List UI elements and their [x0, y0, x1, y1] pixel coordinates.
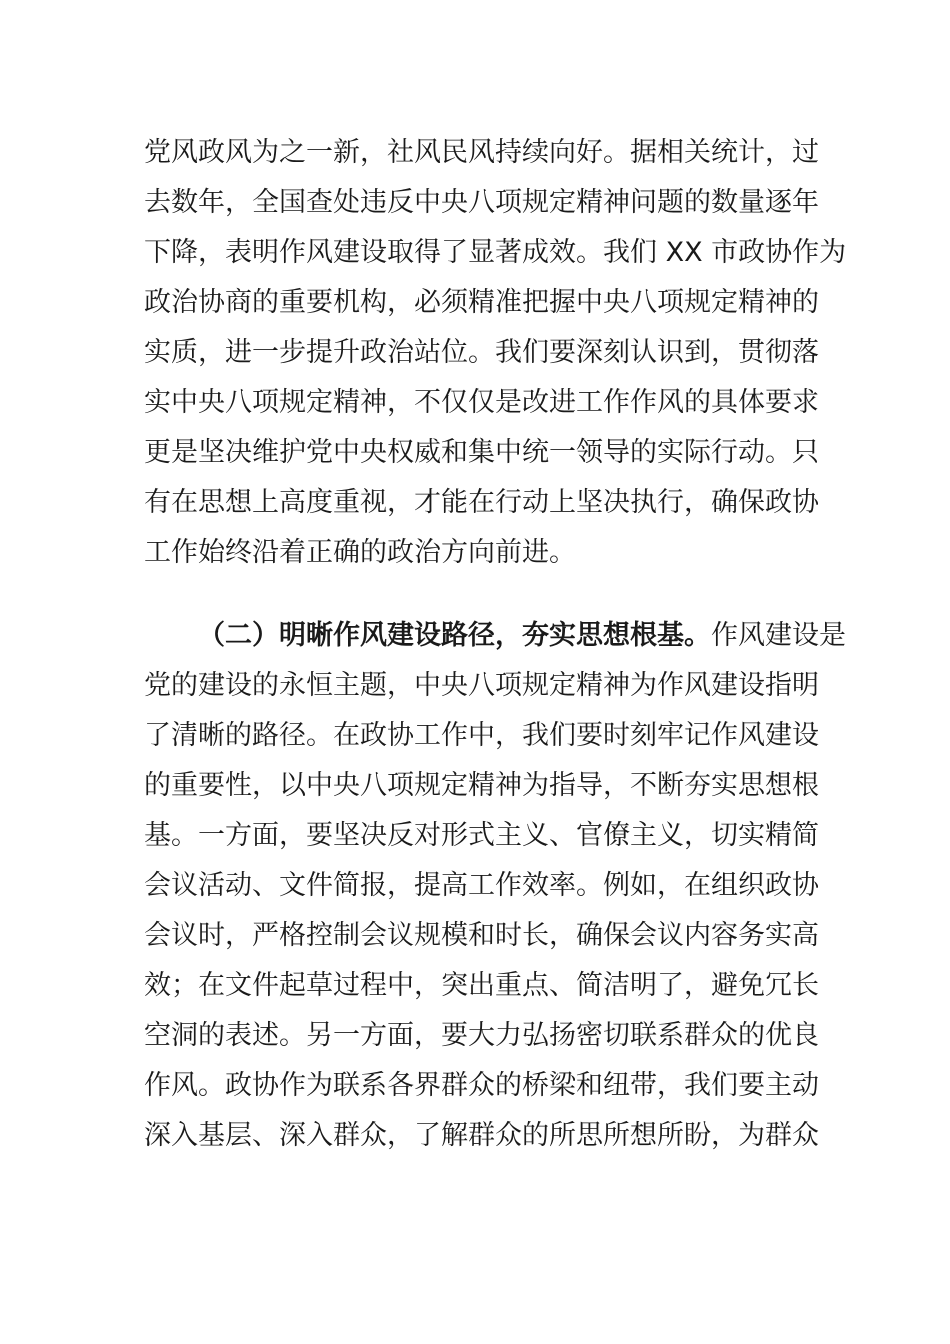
text-line: 会议时，严格控制会议规模和时长，确保会议内容务实高 [144, 920, 819, 951]
text-line-first [144, 611, 846, 661]
text-line: 基。一方面，要坚决反对形式主义、官僚主义，切实精简 [144, 820, 819, 851]
paragraph-spacer [144, 578, 808, 611]
text-line: 的重要性，以中央八项规定精神为指导，不断夯实思想根 [144, 770, 819, 801]
section-heading: （二）明晰作风建设路径，夯实思想根基。 [198, 620, 711, 651]
text-line: 作风。政协作为联系各界群众的桥梁和纽带，我们要主动 [144, 1070, 819, 1101]
text-line: 党风政风为之一新，社风民风持续向好。据相关统计，过 [144, 137, 819, 168]
document-body [144, 128, 847, 1161]
text-line: 实质，进一步提升政治站位。我们要深刻认识到，贯彻落 [144, 337, 819, 368]
text-line: 下降，表明作风建设取得了显著成效。我们 XX 市政协作为 [144, 237, 847, 268]
text-line: 有在思想上高度重视，才能在行动上坚决执行，确保政协 [144, 487, 819, 518]
text-line: 效；在文件起草过程中，突出重点、简洁明了，避免冗长 [144, 970, 819, 1001]
text-line: 实中央八项规定精神，不仅仅是改进工作作风的具体要求 [144, 387, 819, 418]
text-line: 会议活动、文件简报，提高工作效率。例如，在组织政协 [144, 870, 819, 901]
text-line: 政治协商的重要机构，必须精准把握中央八项规定精神的 [144, 287, 819, 318]
text-line: 去数年，全国查处违反中央八项规定精神问题的数量逐年 [144, 187, 819, 218]
text-line: 更是坚决维护党中央权威和集中统一领导的实际行动。只 [144, 437, 819, 468]
text-line: 了清晰的路径。在政协工作中，我们要时刻牢记作风建设 [144, 720, 819, 751]
paragraph-1 [144, 128, 847, 578]
text-line: 空洞的表述。另一方面，要大力弘扬密切联系群众的优良 [144, 1020, 819, 1051]
paragraph-2 [144, 611, 846, 1161]
text-line: 党的建设的永恒主题，中央八项规定精神为作风建设指明 [144, 670, 819, 701]
text-run: 作风建设是 [711, 620, 846, 651]
text-line: 深入基层、深入群众，了解群众的所思所想所盼，为群众 [144, 1120, 819, 1151]
text-line: 工作始终沿着正确的政治方向前进。 [144, 537, 576, 568]
